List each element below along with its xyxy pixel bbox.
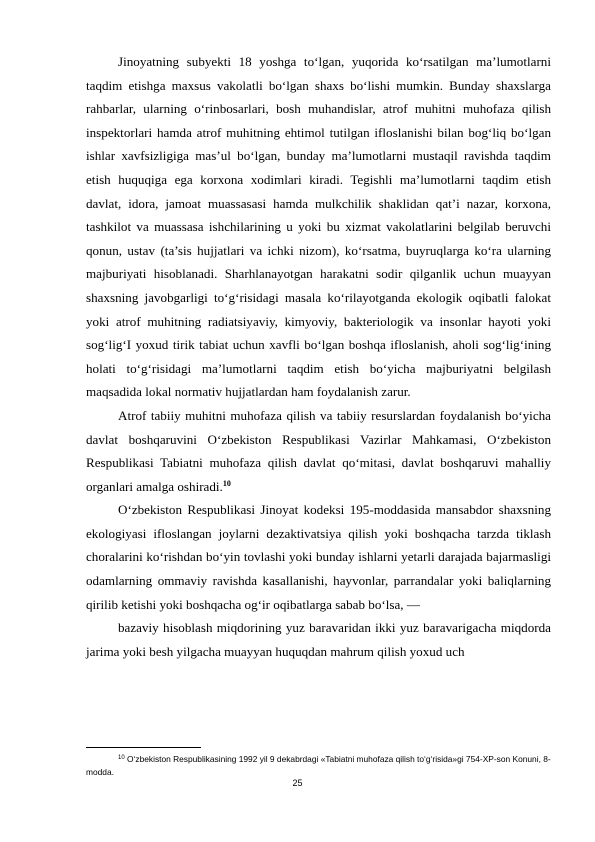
footnote-reference[interactable]: 10 <box>222 478 231 488</box>
footnote-item <box>86 753 551 778</box>
paragraph-4: bazaviy hisoblash miqdorining yuz baravaridan ikki yuz baravarigacha miqdorda jarima yoki besh yilgacha muayyan huquqdan mahrum qilish yoxud uch <box>86 620 551 659</box>
page-number: 25 <box>292 778 303 788</box>
body-text <box>86 50 551 663</box>
paragraph-2 <box>86 404 551 498</box>
footnote-text: O‘zbekiston Respublikasining 1992 yil 9 dekabrdagi «Tabiatni muhofaza qilish to‘g‘risida»gi 754-XP-son Konuni, 8-modda. <box>86 754 551 777</box>
paragraph-1: Jinoyatning subyekti 18 yoshga to‘lgan, yuqorida ko‘rsatilgan ma’lumotlarni taqdim etishga maxsus vakolatli bo‘lgan shaxs bo‘lishi mumkin. Bunday shaxslarga rahbarlar, ularning o‘rinbosarlari, bosh muhandislar, atrof muhitni muhofaza qilish inspektorlari hamda atrof muhitning ehtimol tutilgan ifloslanishi bilan bog‘liq bo‘lgan ishlar xavfsizligiga mas’ul bo‘lgan, bunday ma’lumotlarni mustaqil ravishda taqdim etish huquqiga ega korxona xodimlari kiradi. Tegishli ma’lumotlarni taqdim etish davlat, idora, jamoat muassasasi hamda mulkchilik shaklidan qat’i nazar, korxona, tashkilot va muassasa ishchilarining u yoki bu xizmat vakolatlarini belgilab beruvchi qonun, ustav (ta’sis hujjatlari va ichki nizom), ko‘rsatma, buyruqlarga ko‘ra ularning majburiyati hisoblanadi. Sharhlanayotgan harakatni sodir qilganlik uchun muayyan shaxsning javobgarligi to‘g‘risidagi masala ko‘rilayotganda ekologik oqibatli falokat yoki atrof muhitning radiatsiyaviy, kimyoviy, bakteriologik va insonlar hayoti yoki sog‘lig‘I yoxud tirik tabiat uchun xavfli bo‘lgan boshqa ifloslanish, aholi sog‘lig‘ining holati to‘g‘risidagi ma’lumotlarni taqdim etish bo‘yicha majburiyatni belgilash maqsadida lokal normativ hujjatlardan ham foydalanish zarur. <box>86 54 551 400</box>
footnote-separator <box>86 747 201 748</box>
footnote <box>86 753 551 778</box>
footnote-number: 10 <box>118 755 125 761</box>
paragraph-2-text: Atrof tabiiy muhitni muhofaza qilish va tabiiy resurslardan foydalanish bo‘yicha davlat boshqaruvini O‘zbekiston Respublikasi Vazirlar Mahkamasi, O‘zbekiston Respublikasi Tabiatni muhofaza qilish davlat qo‘mitasi, davlat boshqaruvi mahalliy organlari amalga oshiradi. <box>86 407 551 494</box>
paragraph-3: O‘zbekiston Respublikasi Jinoyat kodeksi 195-moddasida mansabdor shaxsning ekologiyasi ifloslangan joylarni dezaktivatsiya qilish yoki boshqacha tarzda tiklash choralarini ko‘rishdan bo‘yin tovlashi yoki bunday ishlarni yetarli darajada bajarmasligi odamlarning ommaviy ravishda kasallanishi, hayvonlar, parrandalar yoki baliqlarning qirilib ketishi yoki boshqacha og‘ir oqibatlarga sabab bo‘lsa, — <box>86 502 551 612</box>
